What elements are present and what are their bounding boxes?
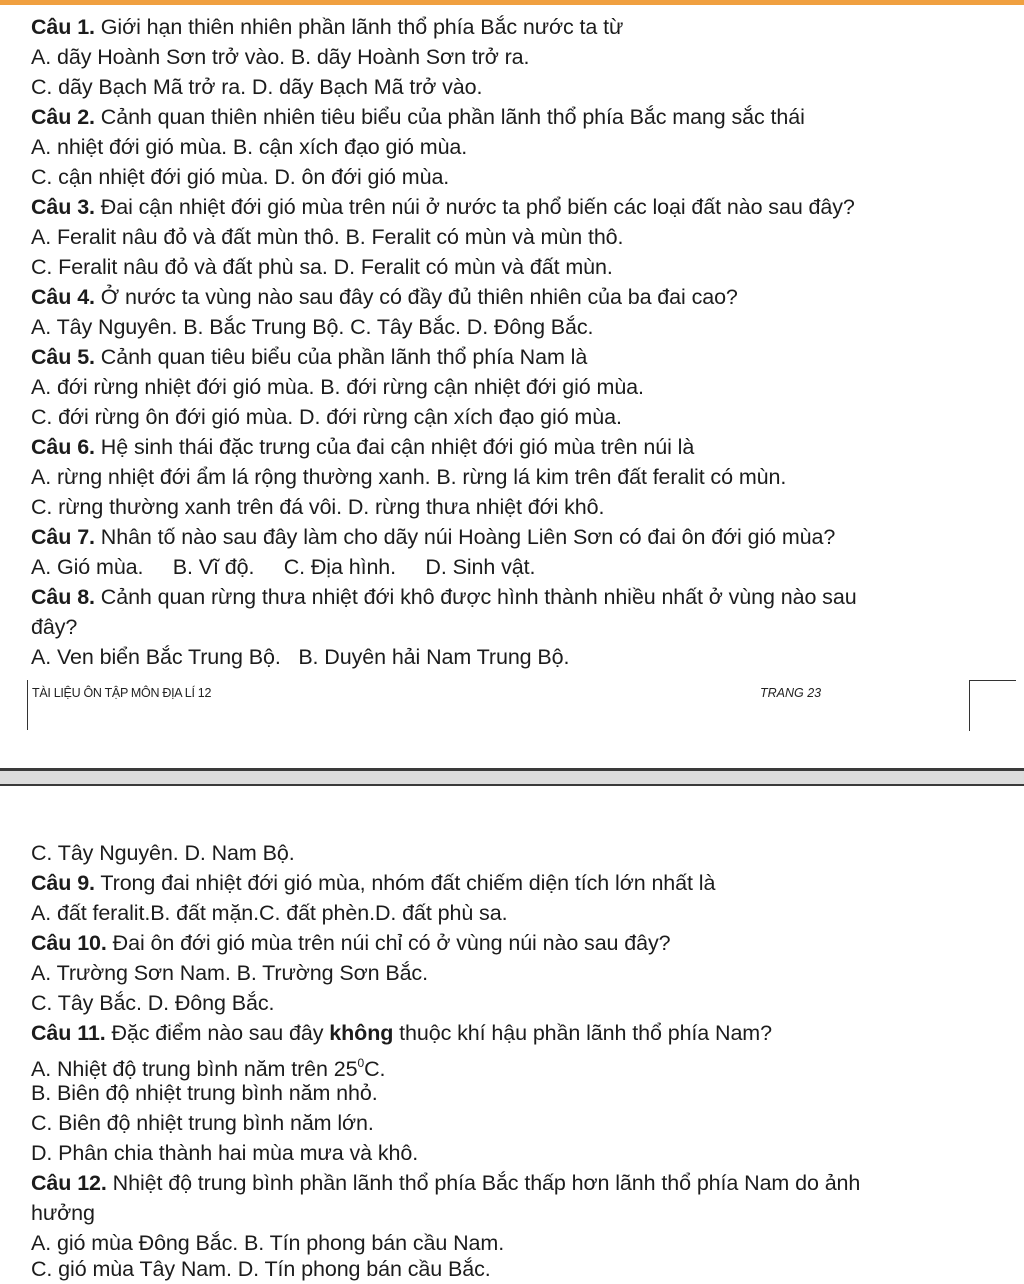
question-number: Câu 11. [31,1021,106,1045]
question-number: Câu 8. [31,585,95,609]
question-text-end: thuộc khí hậu phần lãnh thổ phía Nam? [393,1021,772,1045]
option-line [31,222,623,252]
q11-option-d: D. Phân chia thành hai mùa mưa và khô. [31,1141,419,1165]
question-line [31,342,587,372]
question-text: Nhân tố nào sau đây làm cho dãy núi Hoàng Liên Sơn có đai ôn đới gió mùa? [94,525,836,549]
page-separator [0,768,1024,786]
question-line [31,282,738,312]
question-text: Ở nước ta vùng nào sau đây có đầy đủ thiên nhiên của ba đai cao? [94,285,738,309]
document-page-upper [0,8,1024,768]
answer-options: C. đới rừng ôn đới gió mùa. D. đới rừng cận xích đạo gió mùa. [31,405,622,429]
question-text: Hệ sinh thái đặc trưng của đai cận nhiệt đới gió mùa trên núi là [94,435,695,459]
unit-text: C. [364,1057,386,1081]
question-text: Nhiệt độ trung bình phần lãnh thổ phía Bắc thấp hơn lãnh thổ phía Nam do ảnh [106,1171,861,1195]
answer-options: C. dãy Bạch Mã trở ra. D. dãy Bạch Mã trở vào. [31,75,483,99]
answer-options: A. rừng nhiệt đới ẩm lá rộng thường xanh. B. rừng lá kim trên đất feralit có mùn. [31,465,787,489]
question-number: Câu 2. [31,105,95,129]
option-line [31,552,535,582]
answer-options: A. Tây Nguyên. B. Bắc Trung Bộ. C. Tây Bắc. D. Đông Bắc. [31,315,594,339]
question-9 [31,868,715,898]
option-line [31,402,622,432]
page-footer-number: TRANG 23 [760,686,822,700]
answer-options: C. cận nhiệt đới gió mùa. D. ôn đới gió mùa. [31,165,450,189]
question-text: Giới hạn thiên nhiên phần lãnh thổ phía Bắc nước ta từ [94,15,624,39]
crop-mark-left [27,680,29,730]
question-line [31,582,857,612]
question-11 [31,1018,772,1048]
question-number: Câu 9. [31,871,95,895]
question-text: Đai cận nhiệt đới gió mùa trên núi ở nước ta phổ biến các loại đất nào sau đây? [94,195,855,219]
option-line [31,252,613,282]
q11-option-b: B. Biên độ nhiệt trung bình năm nhỏ. [31,1081,378,1105]
q8-options-cd: C. Tây Nguyên. D. Nam Bộ. [31,841,295,865]
question-text: Trong đai nhiệt đới gió mùa, nhóm đất chiếm diện tích lớn nhất là [94,871,716,895]
q9-options: A. đất feralit.B. đất mặn.C. đất phèn.D. đất phù sa. [31,901,508,925]
question-number: Câu 10. [31,931,107,955]
top-accent-bar [0,0,1024,5]
q12-options-ab: A. gió mùa Đông Bắc. B. Tín phong bán cầu Nam. [31,1231,505,1255]
option-line [31,642,569,672]
question-text: Đặc điểm nào sau đây [105,1021,330,1045]
q12-options-cd: C. gió mùa Tây Nam. D. Tín phong bán cầu Bắc. [31,1257,491,1281]
option-line [31,312,593,342]
option-line [31,612,77,642]
question-number: Câu 4. [31,285,95,309]
option-line [31,372,644,402]
option-line [31,162,449,192]
emphasis-text: không [329,1021,394,1045]
answer-options: C. Feralit nâu đỏ và đất phù sa. D. Feralit có mùn và đất mùn. [31,255,613,279]
question-number: Câu 6. [31,435,95,459]
question-number: Câu 3. [31,195,95,219]
q10-options-cd: C. Tây Bắc. D. Đông Bắc. [31,991,275,1015]
answer-options: A. nhiệt đới gió mùa. B. cận xích đạo gió mùa. [31,135,468,159]
answer-options: C. rừng thường xanh trên đá vôi. D. rừng thưa nhiệt đới khô. [31,495,605,519]
question-10 [31,928,671,958]
option-line [31,72,482,102]
page-footer-title: TÀI LIỆU ÔN TẬP MÔN ĐỊA LÍ 12 [32,686,212,700]
answer-options: A. Ven biển Bắc Trung Bộ. B. Duyên hải Nam Trung Bộ. [31,645,570,669]
question-number: Câu 1. [31,15,95,39]
option-line [31,132,467,162]
degree-superscript: 0 [357,1056,365,1070]
crop-mark-right [969,680,1016,731]
option-text: A. Nhiệt độ trung bình năm trên 25 [31,1057,358,1081]
question-line [31,12,623,42]
question-text: Đai ôn đới gió mùa trên núi chỉ có ở vùng núi nào sau đây? [106,931,671,955]
question-number: Câu 5. [31,345,95,369]
question-line [31,192,855,222]
answer-options: đây? [31,615,78,639]
question-number: Câu 12. [31,1171,107,1195]
answer-options: A. dãy Hoành Sơn trở vào. B. dãy Hoành Sơn trở ra. [31,45,530,69]
question-text: Cảnh quan rừng thưa nhiệt đới khô được hình thành nhiều nhất ở vùng nào sau [94,585,857,609]
q10-options-ab: A. Trường Sơn Nam. B. Trường Sơn Bắc. [31,961,428,985]
answer-options: A. Feralit nâu đỏ và đất mùn thô. B. Feralit có mùn và mùn thô. [31,225,624,249]
question-line [31,522,835,552]
question-text: Cảnh quan tiêu biểu của phần lãnh thổ phía Nam là [94,345,588,369]
option-line [31,42,529,72]
question-line [31,432,694,462]
question-line [31,102,805,132]
question-12-cont: hưởng [31,1201,95,1225]
q11-option-c: C. Biên độ nhiệt trung bình năm lớn. [31,1111,374,1135]
question-text: Cảnh quan thiên nhiên tiêu biểu của phần lãnh thổ phía Bắc mang sắc thái [94,105,805,129]
answer-options: A. đới rừng nhiệt đới gió mùa. B. đới rừng cận nhiệt đới gió mùa. [31,375,644,399]
document-page-lower [0,790,1024,1280]
question-number: Câu 7. [31,525,95,549]
answer-options: A. Gió mùa. B. Vĩ độ. C. Địa hình. D. Sinh vật. [31,555,536,579]
option-line [31,462,786,492]
question-12 [31,1168,860,1198]
option-line [31,492,604,522]
